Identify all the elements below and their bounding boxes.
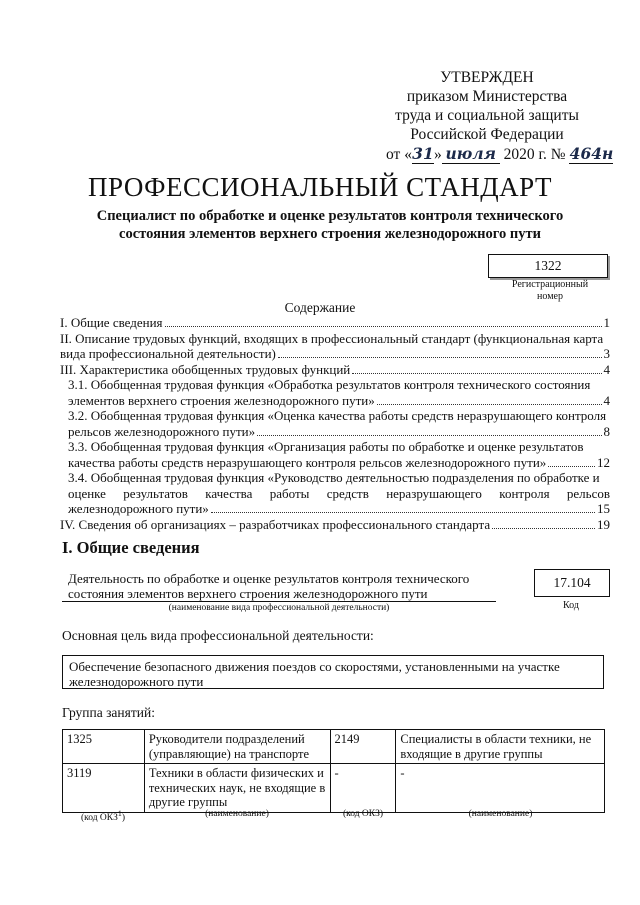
okz-code-cell: - (330, 764, 396, 813)
toc-item-3-2[interactable] (60, 408, 610, 439)
toc-item-iii[interactable] (60, 362, 610, 378)
toc-item-page: 15 (597, 501, 610, 516)
toc-item-text-cont: элементов верхнего строения железнодорожного пути» (68, 392, 375, 408)
occupation-groups-table (62, 729, 605, 813)
registration-caption: Регистрационный номер (511, 279, 589, 302)
toc-item-text-cont: железнодорожного пути» (68, 501, 209, 516)
order-month: июля (442, 144, 500, 164)
caption-footnote-mark: 1 (117, 809, 122, 818)
group-label: Группа занятий: (62, 705, 155, 720)
toc-item-text: IV. Сведения об организациях – разработчиках профессионального стандарта (60, 516, 491, 532)
activity-code-box: 17.104 (534, 569, 610, 597)
toc-item-text-cont: вида профессиональной деятельности) (60, 346, 276, 361)
toc-item-3-1[interactable] (60, 377, 610, 408)
okz-name-cell: Руководители подразделений (управляющие) на транспорте (144, 730, 330, 764)
toc-item-text: 3.2. Обобщенная трудовая функция «Оценка качества работы средств неразрушающего контроля (68, 408, 607, 423)
approval-block (372, 68, 614, 164)
order-day: 31 (412, 144, 434, 163)
toc-item-i[interactable] (60, 315, 610, 331)
order-mid: » (433, 146, 442, 163)
okz-code-caption-1 (62, 809, 144, 823)
activity-caption: (наименование вида профессиональной деятельности) (168, 603, 390, 613)
order-number: 464н (569, 144, 614, 163)
caption-text: (код ОКЗ (80, 813, 118, 824)
toc-item-3-4[interactable] (60, 470, 610, 517)
registration-number-box: 1322 (488, 254, 608, 278)
toc-item-text-cont: рельсов железнодорожного пути» (68, 423, 256, 439)
section-heading: I. Общие сведения (62, 538, 200, 557)
table-row (63, 764, 605, 813)
order-year: 2020 г. № (499, 146, 566, 163)
toc-item-text: 3.4. Обобщенная трудовая функция «Руководство деятельностью подразделения по обработке и (68, 470, 600, 485)
okz-name-cell: - (396, 764, 605, 813)
okz-name-cell: Техники в области физических и технических наук, не входящие в другие группы (144, 764, 330, 813)
toc-item-page: 12 (597, 454, 610, 470)
toc-item-text: 3.3. Обобщенная трудовая функция «Организация работы по обработке и оценке результатов (68, 439, 584, 454)
toc-heading: Содержание (284, 300, 356, 315)
toc-item-3-3[interactable] (60, 439, 610, 470)
approval-title: УТВЕРЖДЕН (440, 69, 534, 86)
okz-name-caption-1: (наименование) (205, 809, 269, 819)
toc-item-text: I. Общие сведения (60, 315, 163, 330)
toc-item-ii[interactable] (60, 331, 610, 362)
toc-item-page: 3 (603, 346, 610, 361)
approval-line-1: приказом Министерства (406, 88, 568, 105)
toc-item-text-cont: оценке результатов качества работы средств неразрушающего контроля рельсов (68, 485, 610, 501)
toc-item-page: 19 (597, 516, 610, 532)
toc-item-text: 3.1. Обобщенная трудовая функция «Обработка результатов контроля технического состояния (68, 377, 591, 392)
table-of-contents (60, 315, 610, 532)
toc-item-page: 4 (603, 361, 610, 377)
okz-code-cell: 3119 (63, 764, 145, 813)
toc-item-page: 8 (603, 423, 610, 439)
toc-item-page: 1 (603, 315, 610, 330)
approval-line-3: Российской Федерации (410, 126, 564, 143)
page-title: ПРОФЕССИОНАЛЬНЫЙ СТАНДАРТ (87, 172, 553, 202)
goal-label: Основная цель вида профессиональной деятельности: (62, 628, 374, 643)
order-prefix: от « (386, 146, 412, 163)
table-row (63, 730, 605, 764)
page-subtitle: Специалист по обработке и оценке результатов контроля технического состояния элементов верхнего строения железнодорожного пути (96, 208, 564, 242)
activity-code-caption: Код (563, 600, 579, 611)
activity-underline (62, 601, 496, 602)
caption-text: ) (121, 813, 126, 824)
okz-code-caption-2: (код ОКЗ) (342, 809, 384, 819)
toc-item-text: III. Характеристика обобщенных трудовых функций (60, 361, 351, 377)
okz-code-cell: 1325 (63, 730, 145, 764)
toc-item-iv[interactable] (60, 517, 610, 533)
toc-item-text: II. Описание трудовых функций, входящих в профессиональный стандарт (функциональная карта (60, 330, 604, 346)
toc-item-page: 4 (603, 392, 610, 408)
goal-box: Обеспечение безопасного движения поездов со скоростями, установленными на участке железнодорожного пути (62, 655, 604, 689)
okz-name-cell: Специалисты в области техники, не входящие в другие группы (396, 730, 605, 764)
okz-name-caption-2: (наименование) (468, 809, 533, 819)
okz-code-cell: 2149 (330, 730, 396, 764)
toc-item-text-cont: качества работы средств неразрушающего контроля рельсов железнодорожного пути» (68, 454, 547, 470)
approval-order-line (372, 144, 614, 164)
activity-name: Деятельность по обработке и оценке результатов контроля технического состояния элементов верхнего строения железнодорожного пути (68, 571, 470, 601)
approval-line-2: труда и социальной защиты (395, 107, 579, 124)
